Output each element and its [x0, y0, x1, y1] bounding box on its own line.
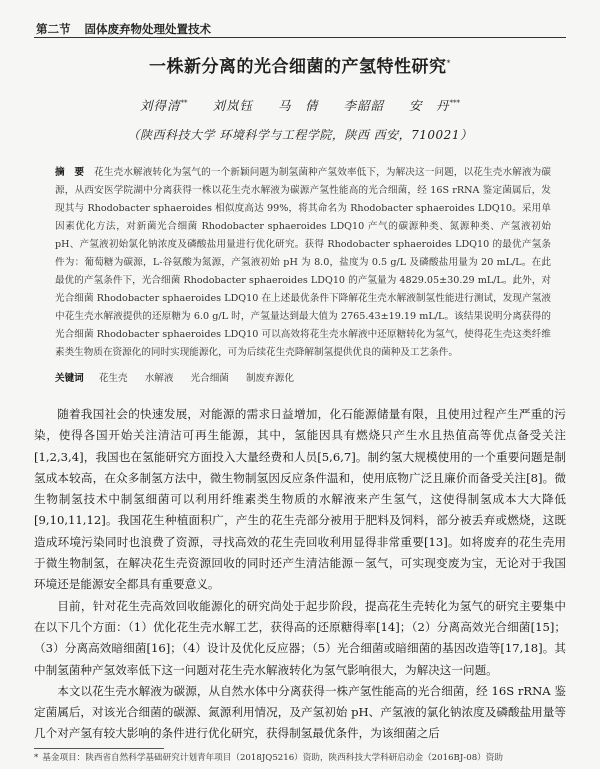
keyword: 水解液 — [144, 373, 174, 384]
body-text — [34, 404, 566, 745]
footnote-text: 基金项目：陕西省自然科学基础研究计划青年项目（2018JQ5216）资助，陕西科技大学科研启动金（2016BJ-08）资助 — [42, 753, 503, 763]
footnote — [34, 752, 574, 764]
keyword: 花生壳 — [98, 373, 128, 384]
keyword: 制废弃源化 — [245, 373, 294, 384]
paper-title-text: 一株新分离的光合细菌的产氢特性研究 — [149, 57, 447, 77]
keywords-label: 关键词 — [55, 373, 84, 384]
body-paragraph: 目前，针对花生壳高效回收能源化的研究尚处于起步阶段，提高花生壳转化为氢气的研究主要集中在以下几个方面：（1）优化花生壳水解工艺，获得高的还原糖得率[14]；（2）分离高效光合细菌[15]；（3）分离高效暗细菌[16]；（4）设计及优化反应器；（5）光合细菌或暗细菌的基因改造等[17,18]。其中制氢菌种产氢效率低下这一问题对花生壳水解液转化为氢气影响很大，为解决这一问题。 — [34, 598, 566, 677]
body-paragraph: 本文以花生壳水解液为碳源，从自然水体中分离获得一株产氢性能高的光合细菌，经 16S rRNA 鉴定菌属后，对该光合细菌的碳源、氮源利用情况，及产氢初始 pH、产氢液的氯化钠浓度及磷酸盐用量等几个对产氢有较大影响的条件进行优化研究，获得制氢最优条件，为该细菌之后 — [34, 683, 566, 741]
section-title: 固体废弃物处理处置技术 — [84, 22, 211, 36]
author: 刘岚钰 — [212, 98, 253, 113]
section-number: 第二节 — [36, 22, 71, 36]
abstract-text: 花生壳水解液转化为氢气的一个新颖问题为制氢菌种产氢效率低下，为解决这一问题，以花生壳水解液为碳源，从西安医学院湖中分离获得一株以花生壳水解液为碳源产氢性能高的光合细菌，经 16S rRNA 鉴定菌属后，发现其与 Rhodobacter sphaeroides 相似度高达 99%，将其命名为 Rhodobacter sphaeroides LDQ10。采用单因素优化方法，对新菌光合细菌 Rhodobacter sphaeroides LDQ10 产气的碳源种类、氮源种类、产氢液初始 pH、产氢液初始氯化钠浓度及磷酸盐用量进行优化研究。获得 Rhodobacter sphaeroides LDQ10 的最优产氢条件为：葡萄糖为碳源，L-谷氨酸为氮源，产氢液初始 pH 为 8.0，盐度为 0.5 g/L 及磷酸盐用量为 20 mL/L。在此最优的产氢条件下，光合细菌 Rhodobacter sphaeroides LDQ10 的产氢量为 4829.05±30.29 mL/L。此外，对光合细菌 Rhodobacter sphaeroides LDQ10 在上述最优条件下降解花生壳水解液制氢性能进行测试，发现产氢液中花生壳水解液提供的还原糖为 6.0 g/L 时，产氢量达到最大值为 2765.43±19.19 mL/L。该结果说明分离获得的光合细菌 Rhodobacter sphaeroides LDQ10 可以高效将花生壳水解液中还原糖转化为氢气，使得花生壳这类纤维素类生物质在资源化的同时实现能源化，可为后续花生壳降解制氢提供优良的菌种及工艺条件。 — [55, 167, 552, 358]
footnote-rule — [34, 748, 164, 749]
keyword: 光合细菌 — [190, 373, 229, 384]
affiliation: （陕西科技大学 环境科学与工程学院，陕西 西安，710021） — [127, 128, 473, 142]
author: 刘得清** — [139, 98, 188, 113]
keywords — [55, 372, 551, 386]
author-list — [0, 96, 600, 114]
running-header — [36, 18, 211, 36]
body-paragraph: 随着我国社会的快速发展，对能源的需求日益增加，化石能源储量有限，且使用过程产生严重的污染，使得各国开始关注清洁可再生能源，其中，氢能因具有燃烧只产生水且热值高等优点备受关注[1,2,3,4]，我国也在氢能研究方面投入大量经费和人员[5,6,7]。制约氢大规模使用的一个重要问题是制氢成本较高，在众多制氢方法中，微生物制氢因反应条件温和，使用底物广泛且廉价而备受关注[8]。微生物制氢技术中制氢细菌可以利用纤维素类生物质的水解液来产生氢气，这使得制氢成本大大降低[9,10,11,12]。我国花生种植面积广，产生的花生壳部分被用于肥料及饲料，部分被丢弃或燃烧，这既造成环境污染同时也浪费了资源，寻找高效的花生壳回收利用显得非常重要[13]。如将废弃的花生壳用于微生物制氢，在解决花生壳资源回收的同时还产生清洁能源－氢气，可实现变废为宝，无论对于我国环境还是能源安全都具有重要意义。 — [34, 407, 566, 592]
author: 李韶韶 — [343, 98, 384, 113]
paper-title — [0, 52, 600, 77]
author: 安 丹*** — [408, 98, 460, 113]
author: 马 倩 — [277, 98, 319, 113]
footnote-mark: * — [34, 753, 39, 763]
abstract-label: 摘 要 — [55, 167, 85, 178]
title-footnote-mark: * — [446, 58, 451, 68]
header-rule — [34, 37, 566, 38]
abstract — [55, 164, 551, 362]
